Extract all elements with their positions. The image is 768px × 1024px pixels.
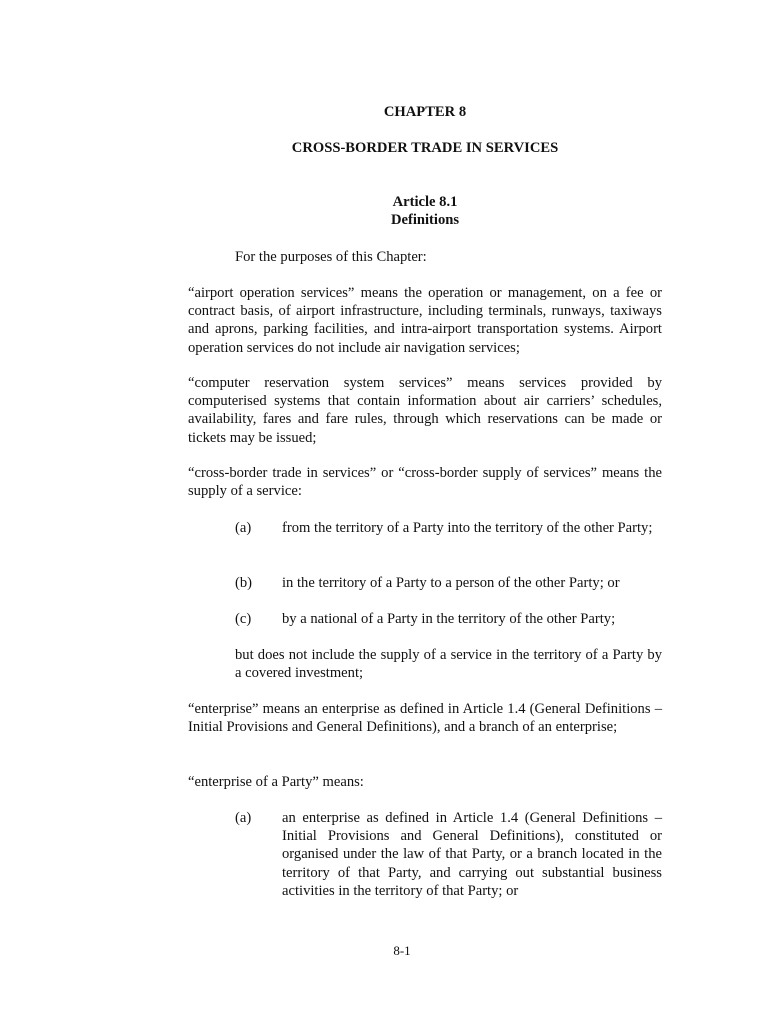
- list-item-label: (b): [235, 575, 253, 591]
- list-item-text: by a national of a Party in the territory of the other Party;: [282, 611, 616, 627]
- article-number: Article 8.1: [392, 194, 458, 210]
- cross-border-exclusion: but does not include the supply of a service in the territory of a Party by a covered investment;: [235, 647, 662, 682]
- definition-enterprise: “enterprise” means an enterprise as defined in Article 1.4 (General Definitions – Initial Provisions and General Definitions), and a branch of an enterprise;: [188, 701, 662, 736]
- chapter-number: CHAPTER 8: [383, 104, 467, 120]
- list-item-label: (a): [235, 810, 252, 826]
- chapter-title: CROSS-BORDER TRADE IN SERVICES: [291, 140, 559, 156]
- article-title: Definitions: [390, 212, 460, 228]
- definition-enterprise-of-party: “enterprise of a Party” means:: [188, 774, 364, 790]
- list-item-text: an enterprise as defined in Article 1.4 (General Definitions – Initial Provisions and General Definitions), constituted or organised under the law of that Party, or a branch located in the territory of that Party, and carrying out substantial business activities in the territory of that Party; or: [282, 810, 662, 899]
- definition-computer-reservation-system-services: “computer reservation system services” means services provided by computerised systems that contain information about air carriers’ schedules, availability, fares and fare rules, through which reservations can be made or tickets may be issued;: [188, 375, 662, 446]
- page-number: 8-1: [393, 943, 411, 958]
- list-item-text: in the territory of a Party to a person of the other Party; or: [282, 575, 620, 591]
- list-item-label: (a): [235, 520, 252, 536]
- intro-paragraph: For the purposes of this Chapter:: [235, 249, 427, 265]
- definition-airport-operation-services: “airport operation services” means the operation or management, on a fee or contract basis, of airport infrastructure, including terminals, runways, taxiways and aprons, parking facilities, and intra-airport transportation systems. Airport operation services do not include air navigation services;: [188, 285, 662, 356]
- list-item-text: from the territory of a Party into the territory of the other Party;: [282, 520, 653, 536]
- list-item-label: (c): [235, 611, 252, 627]
- definition-cross-border-trade: “cross-border trade in services” or “cross-border supply of services” means the supply of a service:: [188, 465, 662, 500]
